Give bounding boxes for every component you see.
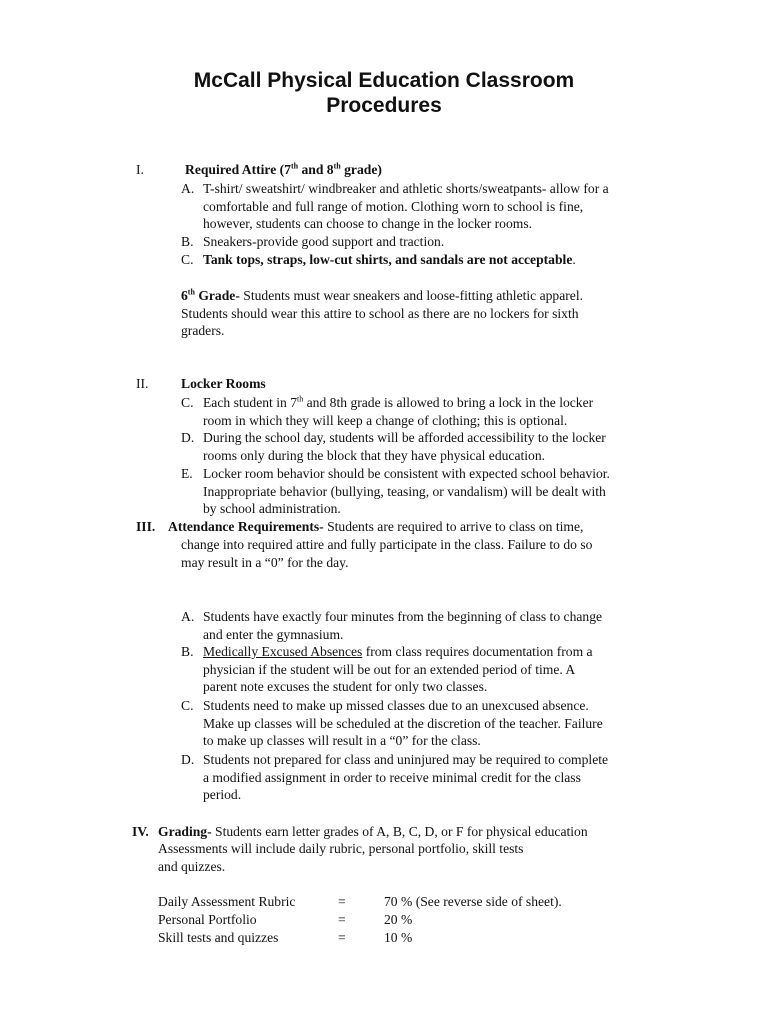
list-item: Each student in 7th and 8th grade is allowed to bring a lock in the locker room in which they will keep a change of clothing; this is optional. xyxy=(203,394,594,428)
section-numeral: I. xyxy=(136,162,144,177)
grade-label: Daily Assessment Rubric xyxy=(158,894,296,909)
section-intro-cont: change into required attire and fully participate in the class. Failure to do so may result in a “0” for the day. xyxy=(181,537,593,570)
list-item: Students need to make up missed classes due to an unexcused absence. Make up classes will be scheduled at the discretion of the teacher. Failure to make up classes will result in a “0” for the class. xyxy=(203,698,603,749)
item-letter: D. xyxy=(181,752,195,767)
grade-label: Personal Portfolio xyxy=(158,912,257,927)
grade-label: Skill tests and quizzes xyxy=(158,930,279,945)
title-line-1: McCall Physical Education Classroom xyxy=(193,69,575,92)
item-letter: A. xyxy=(181,609,195,624)
section-intro: Attendance Requirements- Students are required to arrive to class on time, xyxy=(168,519,584,534)
section-numeral: III. xyxy=(136,519,156,534)
grade-value: 10 % xyxy=(384,930,413,945)
section-heading: Attendance Requirements- xyxy=(168,519,324,534)
list-item: Students not prepared for class and uninjured may be required to complete a modified assignment in order to receive minimal credit for the class period. xyxy=(203,752,609,803)
item-letter: A. xyxy=(181,181,195,196)
grade-value: 20 % xyxy=(384,912,413,927)
section-numeral: II. xyxy=(136,376,149,391)
item-letter: B. xyxy=(181,234,194,249)
section-numeral: IV. xyxy=(132,824,149,839)
title-line-2: Procedures xyxy=(326,94,442,117)
item-letter: C. xyxy=(181,698,194,713)
section-heading: Locker Rooms xyxy=(181,376,266,391)
list-item: Students have exactly four minutes from the beginning of class to change and enter the gymnasium. xyxy=(203,609,603,642)
item-letter: E. xyxy=(181,466,193,481)
section-heading: Grading- xyxy=(158,824,212,839)
page-title xyxy=(0,68,768,118)
list-item: Sneakers-provide good support and traction. xyxy=(203,234,445,249)
grade-value: 70 % (See reverse side of sheet). xyxy=(384,894,562,909)
item-letter: C. xyxy=(181,395,194,410)
list-item: T-shirt/ sweatshirt/ windbreaker and athletic shorts/sweatpants- allow for a comfortable and full range of motion. Clothing worn to school is fine, however, students can choose to change in the locker rooms. xyxy=(203,181,609,232)
list-item: Locker room behavior should be consistent with expected school behavior. Inappropriate behavior (bullying, teasing, or vandalism) will be dealt with by school administration. xyxy=(203,466,610,517)
section-heading: Required Attire (7th and 8th grade) xyxy=(185,161,382,177)
sixth-grade-note: 6th Grade- Students must wear sneakers and loose-fitting athletic apparel. Students should wear this attire to school as there are no lockers for sixth graders. xyxy=(181,287,584,339)
list-item: Medically Excused Absences from class requires documentation from a physician if the student will be out for an extended period of time. A parent note excuses the student for only two classes. xyxy=(203,644,593,695)
item-letter: D. xyxy=(181,430,195,445)
item-letter: C. xyxy=(181,252,194,267)
section-intro: Grading- Students earn letter grades of A, B, C, D, or F for physical education xyxy=(158,824,588,839)
list-item: During the school day, students will be afforded accessibility to the locker rooms only during the block that they have physical education. xyxy=(203,430,606,463)
grade-equals: = xyxy=(338,912,346,927)
grade-equals: = xyxy=(338,930,346,945)
grade-equals: = xyxy=(338,894,346,909)
list-item: Tank tops, straps, low-cut shirts, and sandals are not acceptable. xyxy=(203,252,576,267)
section-intro-cont: Assessments will include daily rubric, personal portfolio, skill tests and quizzes. xyxy=(158,841,524,874)
item-letter: B. xyxy=(181,644,194,659)
